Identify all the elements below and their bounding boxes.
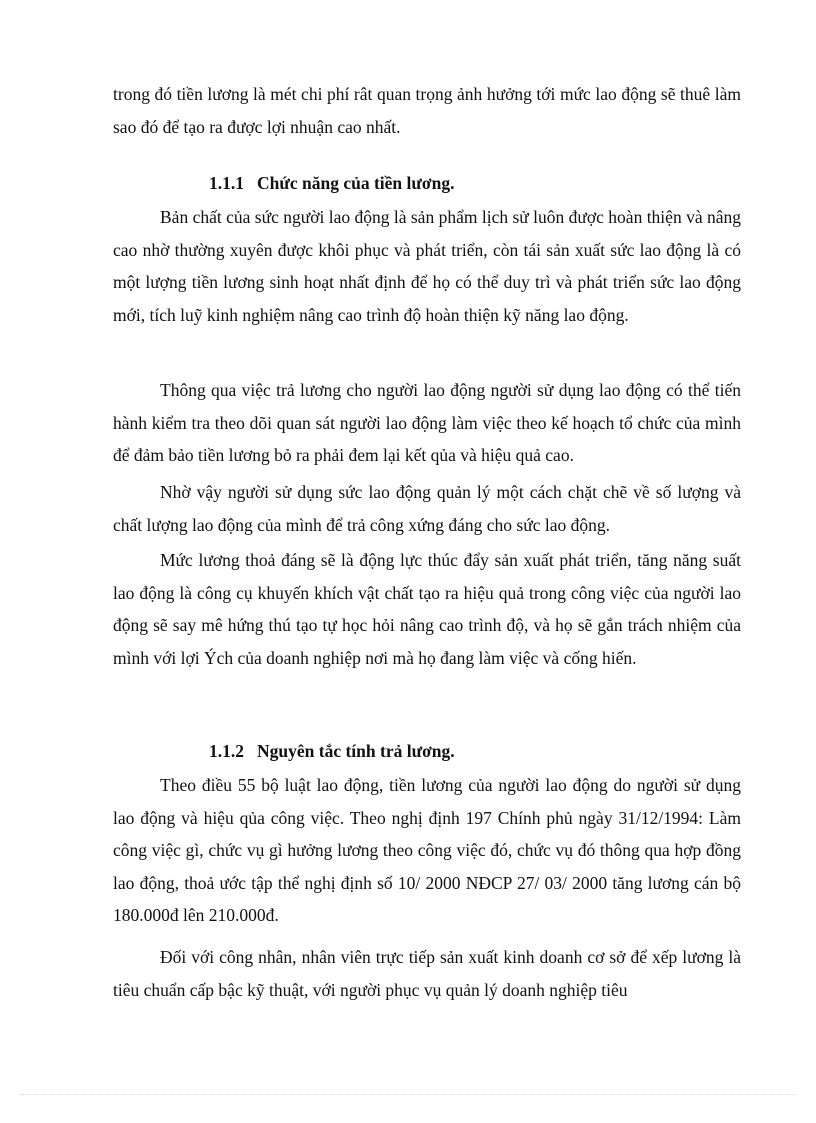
paragraph-labor-law: Theo điều 55 bộ luật lao động, tiền lương của người lao động do người sử dụng lao động và hiệu qủa công việc. Theo nghị định 197 Chính phủ ngày 31/12/1994: Làm công việc gì, chức vụ gì hưởng lương theo công việc đó, chức vụ đó thông qua hợp đồng lao động, thoả ước tập thể nghị định số 10/ 2000 NĐCP 27/ 03/ 2000 tăng lương cán bộ 180.000đ lên 210.000đ. <box>113 775 741 926</box>
paragraph-intro-continuation: trong đó tiền lương là mét chi phí rât quan trọng ảnh hưởng tới mức lao động sẽ thuê làm sao đó để tạo ra được lợi nhuận cao nhất. <box>113 84 741 137</box>
section-number: 1.1.1 <box>209 173 244 193</box>
footer-divider <box>20 1094 796 1095</box>
paragraph-workers-salary-grading: Đối với công nhân, nhân viên trực tiếp sản xuất kinh doanh cơ sở để xếp lương là tiêu chuẩn cấp bậc kỹ thuật, với người phục vụ quản lý doanh nghiệp tiêu <box>113 947 741 1000</box>
section-heading-1-1-2 <box>209 739 455 763</box>
section-title: Nguyên tắc tính trả lương. <box>257 741 455 761</box>
paragraph-adequate-wage: Mức lương thoả đáng sẽ là động lực thúc đẩy sản xuất phát triển, tăng năng suất lao động là công cụ khuyến khích vật chất tạo ra hiệu quả trong công việc của người lao động sẽ say mê hứng thú tạo tự học hỏi nâng cao trình độ, và họ sẽ gắn trách nhiệm của mình với lợi Ých của doanh nghiệp nơi mà họ đang làm việc và cống hiến. <box>113 550 741 668</box>
section-heading-1-1-1 <box>209 171 454 195</box>
section-title: Chức năng của tiền lương. <box>257 173 455 193</box>
paragraph-labor-management: Nhờ vậy người sử dụng sức lao động quản lý một cách chặt chẽ về số lượng và chất lượng lao động của mình để trả công xứng đáng cho sức lao động. <box>113 482 741 535</box>
section-number: 1.1.2 <box>209 741 244 761</box>
paragraph-nature-of-labor: Bản chất của sức người lao động là sản phẩm lịch sử luôn được hoàn thiện và nâng cao nhờ thường xuyên được khôi phục và phát triển, còn tái sản xuất sức lao động là có một lượng tiền lương sinh hoạt nhất định để họ có thể duy trì và phát triển sức lao động mới, tích luỹ kinh nghiệm nâng cao trình độ hoàn thiện kỹ năng lao động. <box>113 207 741 325</box>
paragraph-wage-payment-control: Thông qua việc trả lương cho người lao động người sử dụng lao động có thể tiến hành kiểm tra theo dõi quan sát người lao động làm việc theo kế hoạch tổ chức của mình để đảm bảo tiền lương bỏ ra phải đem lại kết qủa và hiệu quả cao. <box>113 380 741 466</box>
